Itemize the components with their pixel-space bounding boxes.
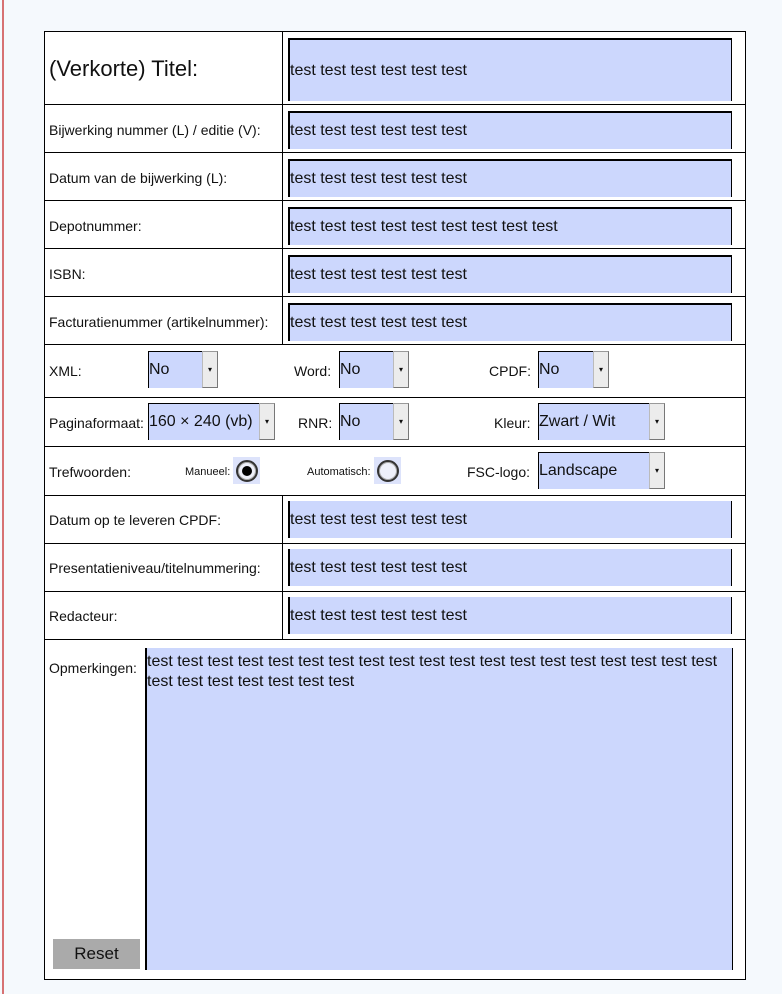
redacteur-input-value: test test test test test test [290,606,467,624]
fsc-select[interactable] [538,452,665,489]
depotnummer-row [45,201,745,249]
fsc-label: FSC-logo: [467,464,531,480]
column-divider [282,105,283,152]
chevron-down-icon[interactable]: ▾ [649,403,665,440]
bijwerking-input-value: test test test test test test [290,122,467,139]
depotnummer-label: Depotnummer: [49,218,142,234]
presentatieniveau-row [45,544,745,592]
depotnummer-input[interactable] [288,207,732,245]
title-row [45,32,745,105]
radio-selected-dot [242,466,252,476]
presentatieniveau-input[interactable] [288,549,732,586]
presentatieniveau-label: Presentatieniveau/titelnummering: [49,560,261,576]
isbn-label: ISBN: [49,266,86,282]
redacteur-row [45,592,745,640]
paginaformaat-label: Paginaformaat: [49,415,144,431]
column-divider [282,592,283,639]
datum-bijwerking-row [45,153,745,201]
paginaformaat-select-value: 160 × 240 (vb) [149,403,259,440]
column-divider [282,32,283,104]
datum-bijwerking-input[interactable] [288,159,732,197]
cpdf-select-value: No [539,351,593,388]
datum-cpdf-input-value: test test test test test test [290,510,467,528]
format-row [45,345,745,398]
metadata-form [44,31,746,980]
isbn-input-value: test test test test test test [290,266,467,283]
kleur-select[interactable] [538,403,665,440]
presentatieniveau-input-value: test test test test test test [290,558,467,576]
automatisch-label: Automatisch: [307,466,371,478]
bijwerking-input[interactable] [288,111,732,149]
chevron-down-icon[interactable]: ▾ [259,403,275,440]
datum-bijwerking-label: Datum van de bijwerking (L): [49,170,228,186]
manueel-label: Manueel: [185,466,231,478]
facturatienummer-input-value: test test test test test test [290,314,467,331]
chevron-down-icon[interactable]: ▾ [393,403,409,440]
isbn-input[interactable] [288,255,732,293]
isbn-row [45,249,745,297]
page-edge-rule [2,0,4,994]
chevron-down-icon[interactable]: ▾ [202,351,218,388]
pagina-row [45,398,745,447]
bijwerking-row [45,105,745,153]
fsc-select-value: Landscape [539,452,649,489]
trefwoorden-label: Trefwoorden: [49,464,131,480]
column-divider [282,153,283,200]
column-divider [282,496,283,543]
facturatienummer-row [45,297,745,345]
word-select[interactable] [339,351,409,388]
facturatienummer-input[interactable] [288,303,732,341]
depotnummer-input-value: test test test test test test test test test [290,218,558,235]
kleur-label: Kleur: [494,415,531,431]
column-divider [282,297,283,344]
chevron-down-icon[interactable]: ▾ [393,351,409,388]
datum-bijwerking-input-value: test test test test test test [290,170,467,187]
xml-label: XML: [49,363,82,379]
manueel-radio[interactable] [233,457,260,484]
opmerkingen-textarea[interactable]: test test test test test test test test test test test test test test test test test test test test test test test test test test [145,648,733,970]
opmerkingen-label: Opmerkingen: [49,660,137,676]
rnr-select-value: No [340,403,393,440]
chevron-down-icon[interactable]: ▾ [649,452,665,489]
datum-cpdf-input[interactable] [288,501,732,538]
column-divider [282,249,283,296]
kleur-select-value: Zwart / Wit [539,403,649,440]
title-input-value: test test test test test test [290,61,467,79]
radio-ring [377,460,399,482]
title-input[interactable] [288,38,732,101]
column-divider [282,544,283,591]
title-label: (Verkorte) Titel: [49,56,199,81]
radio-ring [236,460,258,482]
rnr-select[interactable] [339,403,409,440]
redacteur-label: Redacteur: [49,608,118,624]
reset-button[interactable]: Reset [53,939,140,969]
cpdf-label: CPDF: [489,363,531,379]
xml-select[interactable] [148,351,218,388]
rnr-label: RNR: [298,415,333,431]
word-label: Word: [294,363,332,379]
datum-cpdf-label: Datum op te leveren CPDF: [49,512,221,528]
opmerkingen-row [45,640,745,979]
xml-select-value: No [149,351,202,388]
datum-cpdf-row [45,496,745,544]
facturatienummer-label: Facturatienummer (artikelnummer): [49,314,269,330]
automatisch-radio[interactable] [374,457,401,484]
word-select-value: No [340,351,393,388]
chevron-down-icon[interactable]: ▾ [593,351,609,388]
trefwoorden-row [45,447,745,496]
column-divider [282,201,283,248]
paginaformaat-select[interactable] [148,403,275,440]
redacteur-input[interactable] [288,597,732,634]
cpdf-select[interactable] [538,351,609,388]
bijwerking-label: Bijwerking nummer (L) / editie (V): [49,122,261,138]
